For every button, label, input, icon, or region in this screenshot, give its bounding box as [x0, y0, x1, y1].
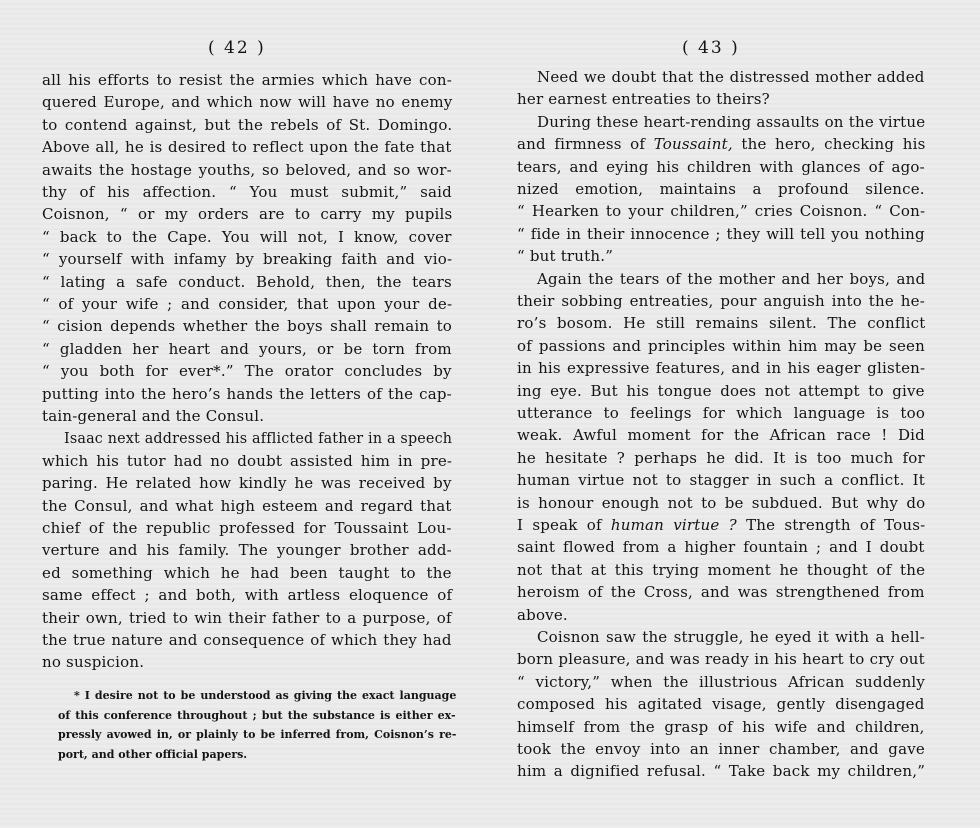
text-line: “ fide in their innocence ; they will tell you nothing	[517, 224, 925, 243]
text-line: himself from the grasp of his wife and children,	[517, 717, 925, 736]
page-number-43: ( 43 )	[682, 38, 740, 58]
text-line: which his tutor had no doubt assisted him in pre-	[42, 451, 453, 470]
text-line: same effect ; and both, with artless eloquence of	[42, 586, 453, 605]
text-line: took the envoy into an inner chamber, and gave	[517, 740, 925, 758]
text-line: “ yourself with infamy by breaking faith and vio-	[42, 250, 453, 269]
text-line: composed his agitated visage, gently disengaged	[517, 695, 925, 714]
text-line: “ Hearken to your children,” cries Coisnon. “ Con-	[517, 202, 926, 221]
text-line: heroism of the Cross, and was strengthened from	[517, 583, 925, 602]
text-line: ro’s bosom. He still remains silent. The conflict	[517, 314, 926, 333]
text-line: above.	[517, 605, 568, 624]
text-line: awaits the hostage youths, so beloved, and so wor-	[42, 160, 452, 179]
footnote-line: * I desire not to be understood as giving the exact language	[74, 689, 457, 702]
text-line: no suspicion.	[42, 653, 145, 672]
text-line: thy of his affection. “ You must submit,” said	[42, 183, 452, 201]
footnote-line: of this conference throughout ; but the substance is either ex-	[58, 708, 456, 722]
text-line: Isaac next addressed his afflicted father in a speech	[64, 429, 453, 448]
text-line: Need we doubt that the distressed mother added	[537, 68, 925, 86]
text-line: him a dignified refusal. “ Take back my children,”	[517, 762, 926, 781]
text-line: ing eye. But his tongue does not attempt to give	[517, 381, 925, 400]
italic-emphasis: human virtue ?	[610, 516, 737, 534]
text-line: Coisnon, “ or my orders are to carry my pupils	[42, 205, 453, 224]
text-line: “ but truth.”	[517, 247, 614, 266]
italic-emphasis: Toussaint,	[653, 135, 733, 154]
text-line: chief of the republic professed for Toussaint Lou-	[42, 519, 452, 537]
text-line: human virtue not to stagger in such a conflict. It	[517, 471, 925, 490]
footnote-line: port, and other official papers.	[58, 747, 248, 761]
text-line: “ back to the Cape. You will not, I know, cover	[42, 227, 452, 246]
text-line: putting into the hero’s hands the letters of the cap-	[42, 384, 452, 403]
text-line: “ of your wife ; and consider, that upon your de-	[42, 295, 453, 313]
text-line: paring. He related how kindly he was received by	[42, 474, 452, 493]
right-page	[490, 0, 980, 828]
text-line: “ gladden her heart and yours, or be torn from	[42, 339, 452, 358]
text-line: Coisnon saw the struggle, he eyed it with a hell-	[537, 628, 925, 646]
text-line: During these heart-rending assaults on the virtue	[537, 112, 926, 131]
text-line: “ victory,” when the illustrious African suddenly	[517, 672, 926, 691]
text-line: their own, tried to win their father to a purpose, of	[42, 608, 452, 627]
text-line: to contend against, but the rebels of St. Domingo.	[42, 115, 453, 134]
text-line: her earnest entreaties to theirs?	[517, 90, 770, 109]
text-line: not that at this trying moment he thought of the	[517, 560, 926, 579]
text-line: born pleasure, and was ready in his heart to cry out	[517, 650, 925, 669]
text-line: tain-general and the Consul.	[42, 407, 265, 425]
text-line: their sobbing entreaties, pour anguish into the he-	[517, 292, 925, 310]
text-line: I speak of human virtue ? The strength of Tous-	[517, 516, 926, 534]
footnote-line: pressly avowed in, or plainly to be inferred from, Coisnon’s re-	[58, 728, 457, 741]
text-line: the Consul, and what high esteem and regard that	[42, 496, 452, 515]
text-line: utterance to feelings for which language is too	[517, 404, 926, 422]
text-line: is honour enough not to be subdued. But why do	[517, 493, 926, 512]
text-line: saint flowed from a higher fountain ; and I doubt	[517, 538, 925, 557]
text-line: in his expressive features, and in his eager glisten-	[517, 359, 926, 378]
text-line: “ lating a safe conduct. Behold, then, the tears	[42, 272, 452, 291]
text-line: all his efforts to resist the armies which have con-	[42, 71, 452, 89]
text-line: ed something which he had been taught to the	[42, 563, 452, 582]
text-line: of passions and principles within him may be seen	[517, 336, 925, 355]
text-line: “ you both for ever*.” The orator concludes by	[42, 362, 452, 381]
text-line: Above all, he is desired to reflect upon the fate that	[42, 138, 452, 157]
text-line: nized emotion, maintains a profound silence.	[517, 180, 925, 198]
text-line: he hesitate ? perhaps he did. It is too much for	[517, 448, 925, 467]
text-line: the true nature and consequence of which they had	[42, 631, 452, 649]
text-line: tears, and eying his children with glances of ago-	[517, 157, 925, 176]
text-line: and firmness of Toussaint, the hero, checking his	[517, 135, 926, 154]
page-number-42: ( 42 )	[208, 38, 266, 58]
text-line: weak. Awful moment for the African race ! Did	[517, 426, 925, 445]
text-line: “ cision depends whether the boys shall remain to	[42, 317, 453, 336]
text-line: Again the tears of the mother and her boys, and	[537, 269, 926, 288]
text-line: quered Europe, and which now will have no enemy	[42, 93, 453, 112]
text-line: verture and his family. The younger brother add-	[42, 541, 452, 560]
